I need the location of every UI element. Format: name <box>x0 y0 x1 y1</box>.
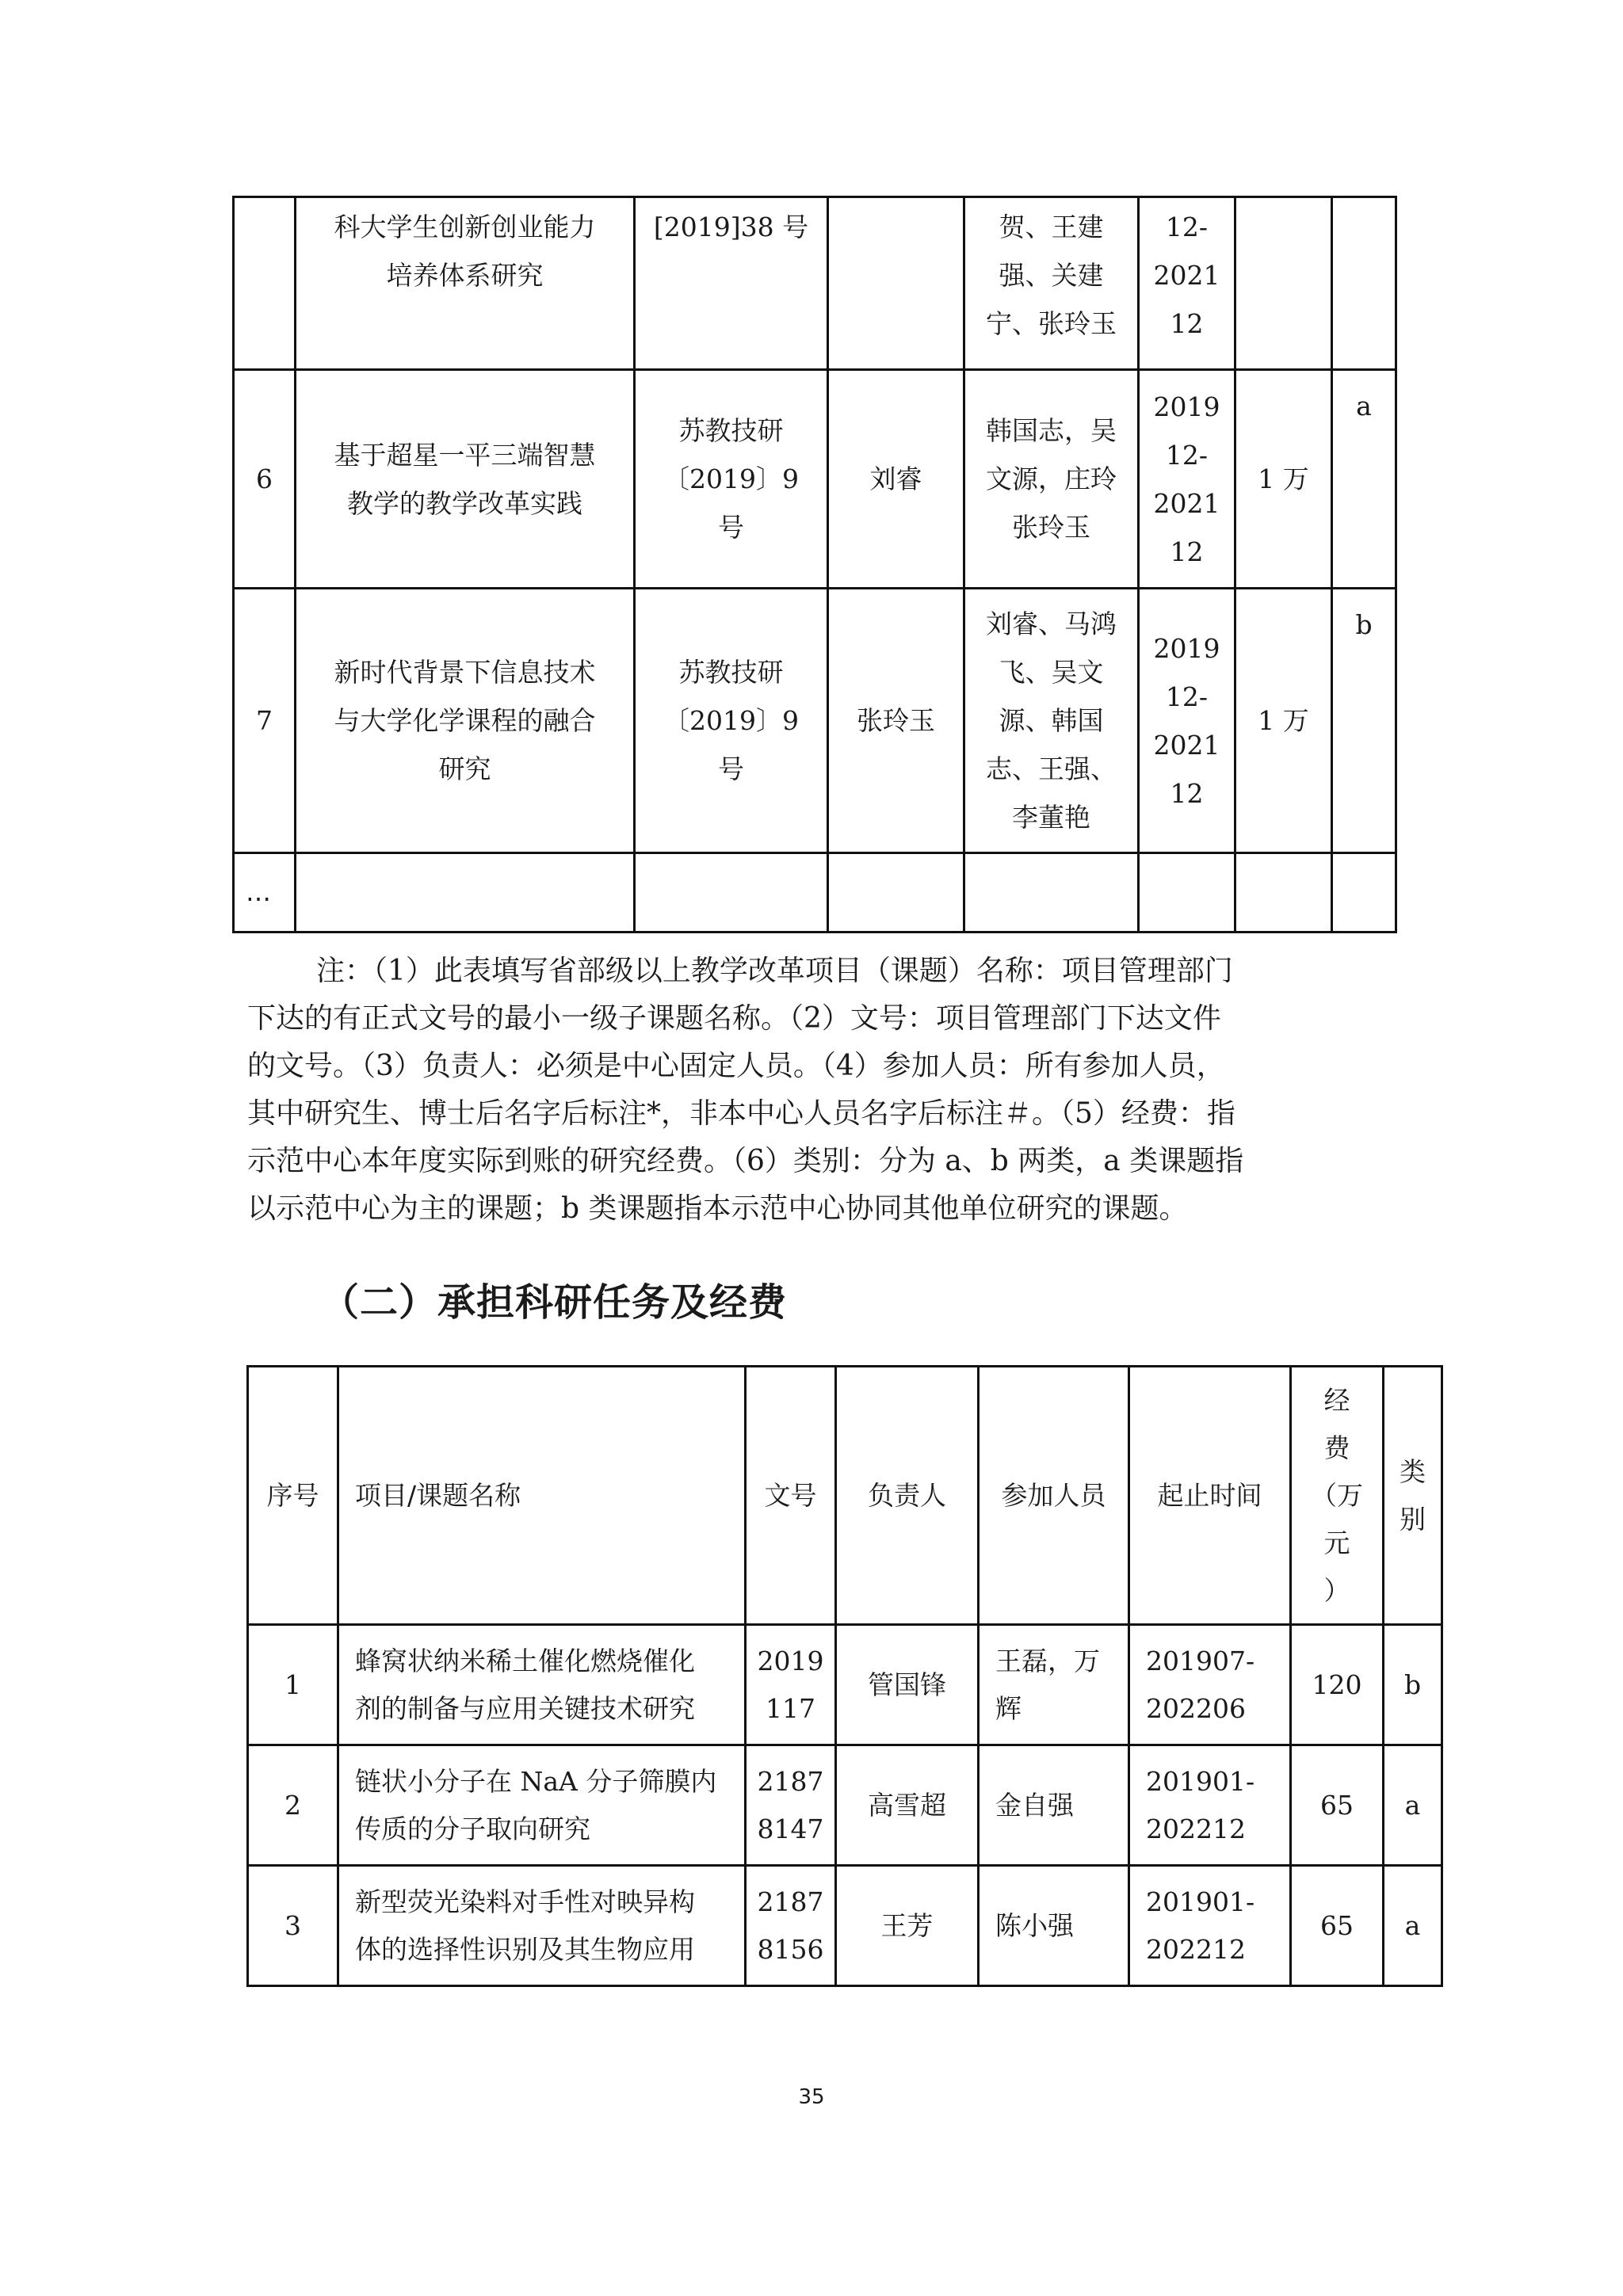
leader: 王芳 <box>836 1866 979 1986</box>
table-row <box>234 853 1396 933</box>
page-number: 35 <box>798 2085 825 2109</box>
doc-number <box>746 1625 836 1745</box>
project-name <box>338 1625 746 1745</box>
members <box>964 853 1139 933</box>
doc-number-line: 2019 <box>757 1645 824 1676</box>
doc-number-line: 8156 <box>757 1933 824 1965</box>
category: a <box>1332 370 1396 589</box>
members-line: 宁、张玲玉 <box>986 308 1117 339</box>
period <box>1129 1745 1291 1866</box>
doc-number-line: 8147 <box>757 1813 824 1844</box>
period-line: 2021 <box>1153 487 1220 519</box>
header-funds-line: 费 <box>1323 1432 1350 1463</box>
members-line: 志、王强、 <box>986 753 1117 784</box>
funds: 65 <box>1291 1745 1384 1866</box>
note-line: 以示范中心为主的课题；b 类课题指本示范中心协同其他单位研究的课题。 <box>247 1192 1188 1225</box>
project-name <box>338 1866 746 1986</box>
doc-number <box>635 589 828 853</box>
note-line: 注：（1）此表填写省部级以上教学改革项目（课题）名称：项目管理部门 <box>316 955 1233 987</box>
project-name-line: 剂的制备与应用关键技术研究 <box>355 1692 695 1724</box>
members-line: 金自强 <box>995 1789 1074 1821</box>
doc-number-line: 苏教技研 <box>678 415 784 446</box>
note-line: 的文号。（3）负责人：必须是中心固定人员。（4）参加人员：所有参加人员， <box>247 1050 1225 1082</box>
table-row <box>234 589 1396 853</box>
project-name-line: 与大学化学课程的融合 <box>334 705 596 736</box>
project-name-line: 基于超星一平三端智慧 <box>334 439 596 471</box>
members-line: 辉 <box>995 1692 1022 1724</box>
project-name-line: 蜂窝状纳米稀土催化燃烧催化 <box>355 1645 695 1676</box>
doc-number-line: 〔2019〕9 <box>663 705 799 736</box>
period-line: 2021 <box>1153 260 1220 291</box>
header-category-line: 类 <box>1400 1455 1426 1487</box>
period <box>1129 1866 1291 1986</box>
funds <box>1235 197 1332 370</box>
period-line: 12- <box>1165 681 1209 712</box>
header-no: 序号 <box>248 1367 338 1625</box>
members <box>964 589 1139 853</box>
table-row <box>234 370 1396 589</box>
members-line: 王磊，万 <box>995 1645 1100 1676</box>
leader <box>828 197 964 370</box>
doc-number-line: 号 <box>718 753 744 784</box>
header-leader: 负责人 <box>836 1367 979 1625</box>
doc-number-line: [2019]38 号 <box>653 212 809 242</box>
members-line: 文源，庄玲 <box>986 463 1117 494</box>
members-line: 飞、吴文 <box>999 657 1104 688</box>
doc-number-line: 117 <box>766 1692 815 1724</box>
row-no: 7 <box>234 589 296 853</box>
project-name-line: 体的选择性识别及其生物应用 <box>355 1933 695 1965</box>
doc-number <box>635 853 828 933</box>
header-funds-line: ） <box>1323 1574 1350 1606</box>
members-line: 刘睿、马鸿 <box>986 608 1117 639</box>
project-name <box>296 370 635 589</box>
funds: 120 <box>1291 1625 1384 1745</box>
row-no: 3 <box>248 1866 338 1986</box>
period-line: 202212 <box>1146 1933 1246 1965</box>
category <box>1332 197 1396 370</box>
project-name <box>296 589 635 853</box>
row-no <box>234 197 296 370</box>
period-line: 202212 <box>1146 1813 1246 1844</box>
leader: 刘睿 <box>828 370 964 589</box>
project-name-line: 新型荧光染料对手性对映异构 <box>355 1886 695 1917</box>
table-note <box>247 948 1385 1233</box>
row-no: … <box>234 853 296 933</box>
project-name-line: 培养体系研究 <box>386 260 544 291</box>
category: b <box>1384 1625 1442 1745</box>
section-title: （二）承担科研任务及经费 <box>321 1280 788 1325</box>
doc-number-line: 2187 <box>757 1765 824 1797</box>
project-name-line: 研究 <box>438 753 491 784</box>
row-no: 6 <box>234 370 296 589</box>
members <box>979 1625 1129 1745</box>
category: b <box>1332 589 1396 853</box>
table-row <box>248 1745 1442 1866</box>
category: a <box>1384 1866 1442 1986</box>
doc-number-line: 号 <box>718 512 744 543</box>
header-doc: 文号 <box>746 1367 836 1625</box>
period <box>1129 1625 1291 1745</box>
funds: 1 万 <box>1235 370 1332 589</box>
doc-number <box>746 1866 836 1986</box>
research-tasks-table <box>246 1365 1443 1987</box>
doc-number <box>635 370 828 589</box>
members <box>979 1866 1129 1986</box>
table-row <box>248 1625 1442 1745</box>
period-line: 2019 <box>1153 391 1220 422</box>
header-funds <box>1291 1367 1384 1625</box>
members-line: 李董艳 <box>1012 802 1090 833</box>
period-line: 201907- <box>1146 1645 1255 1676</box>
project-name-line: 教学的教学改革实践 <box>347 487 582 519</box>
members <box>979 1745 1129 1866</box>
period-line: 12- <box>1165 439 1209 471</box>
project-name-line: 链状小分子在 NaA 分子筛膜内 <box>355 1765 717 1797</box>
project-name <box>338 1745 746 1866</box>
members-line: 韩国志，吴 <box>986 415 1117 446</box>
note-line: 下达的有正式文号的最小一级子课题名称。（2）文号：项目管理部门下达文件 <box>247 1002 1221 1035</box>
header-funds-line: 经 <box>1323 1384 1350 1416</box>
note-line: 示范中心本年度实际到账的研究经费。（6）类别：分为 a、b 两类，a 类课题指 <box>247 1145 1244 1177</box>
leader: 张玲玉 <box>828 589 964 853</box>
members-line: 强、关建 <box>999 260 1104 291</box>
category: a <box>1384 1745 1442 1866</box>
period <box>1139 853 1235 933</box>
doc-number-line: 〔2019〕9 <box>663 463 799 494</box>
period-line: 12 <box>1170 777 1204 809</box>
header-funds-line: 元 <box>1323 1527 1350 1558</box>
members <box>964 370 1139 589</box>
period-line: 12 <box>1170 536 1204 567</box>
header-funds-line: （万 <box>1311 1479 1363 1511</box>
period-line: 201901- <box>1146 1765 1255 1797</box>
doc-number-line: 苏教技研 <box>678 657 784 688</box>
project-name-line: 科大学生创新创业能力 <box>334 212 596 242</box>
category <box>1332 853 1396 933</box>
note-line: 其中研究生、博士后名字后标注*，非本中心人员名字后标注＃。（5）经费：指 <box>247 1097 1235 1130</box>
header-name: 项目/课题名称 <box>338 1367 746 1625</box>
period-line: 12 <box>1170 308 1204 339</box>
row-no: 2 <box>248 1745 338 1866</box>
doc-number <box>746 1745 836 1866</box>
members-line: 张玲玉 <box>1012 512 1090 543</box>
period <box>1139 370 1235 589</box>
funds: 65 <box>1291 1866 1384 1986</box>
teaching-reform-table <box>232 196 1397 933</box>
members <box>964 197 1139 370</box>
project-name <box>296 853 635 933</box>
header-period: 起止时间 <box>1129 1367 1291 1625</box>
period <box>1139 197 1235 370</box>
period-line: 2019 <box>1153 632 1220 664</box>
project-name-line: 新时代背景下信息技术 <box>334 657 596 688</box>
members-line: 源、韩国 <box>999 705 1104 736</box>
row-no: 1 <box>248 1625 338 1745</box>
header-category-line: 别 <box>1400 1503 1426 1535</box>
header-category <box>1384 1367 1442 1625</box>
period-line: 2021 <box>1153 729 1220 761</box>
members-line: 陈小强 <box>995 1909 1074 1941</box>
period-line: 12- <box>1165 212 1209 242</box>
header-members: 参加人员 <box>979 1367 1129 1625</box>
members-line: 贺、王建 <box>999 212 1104 242</box>
period-line: 202206 <box>1146 1692 1246 1724</box>
leader: 管国锋 <box>836 1625 979 1745</box>
funds: 1 万 <box>1235 589 1332 853</box>
leader <box>828 853 964 933</box>
period-line: 201901- <box>1146 1886 1255 1917</box>
table-row <box>248 1866 1442 1986</box>
period <box>1139 589 1235 853</box>
table-header-row <box>248 1367 1442 1625</box>
doc-number <box>635 197 828 370</box>
project-name-line: 传质的分子取向研究 <box>355 1813 590 1844</box>
doc-number-line: 2187 <box>757 1886 824 1917</box>
table-row <box>234 197 1396 370</box>
funds <box>1235 853 1332 933</box>
project-name <box>296 197 635 370</box>
leader: 高雪超 <box>836 1745 979 1866</box>
